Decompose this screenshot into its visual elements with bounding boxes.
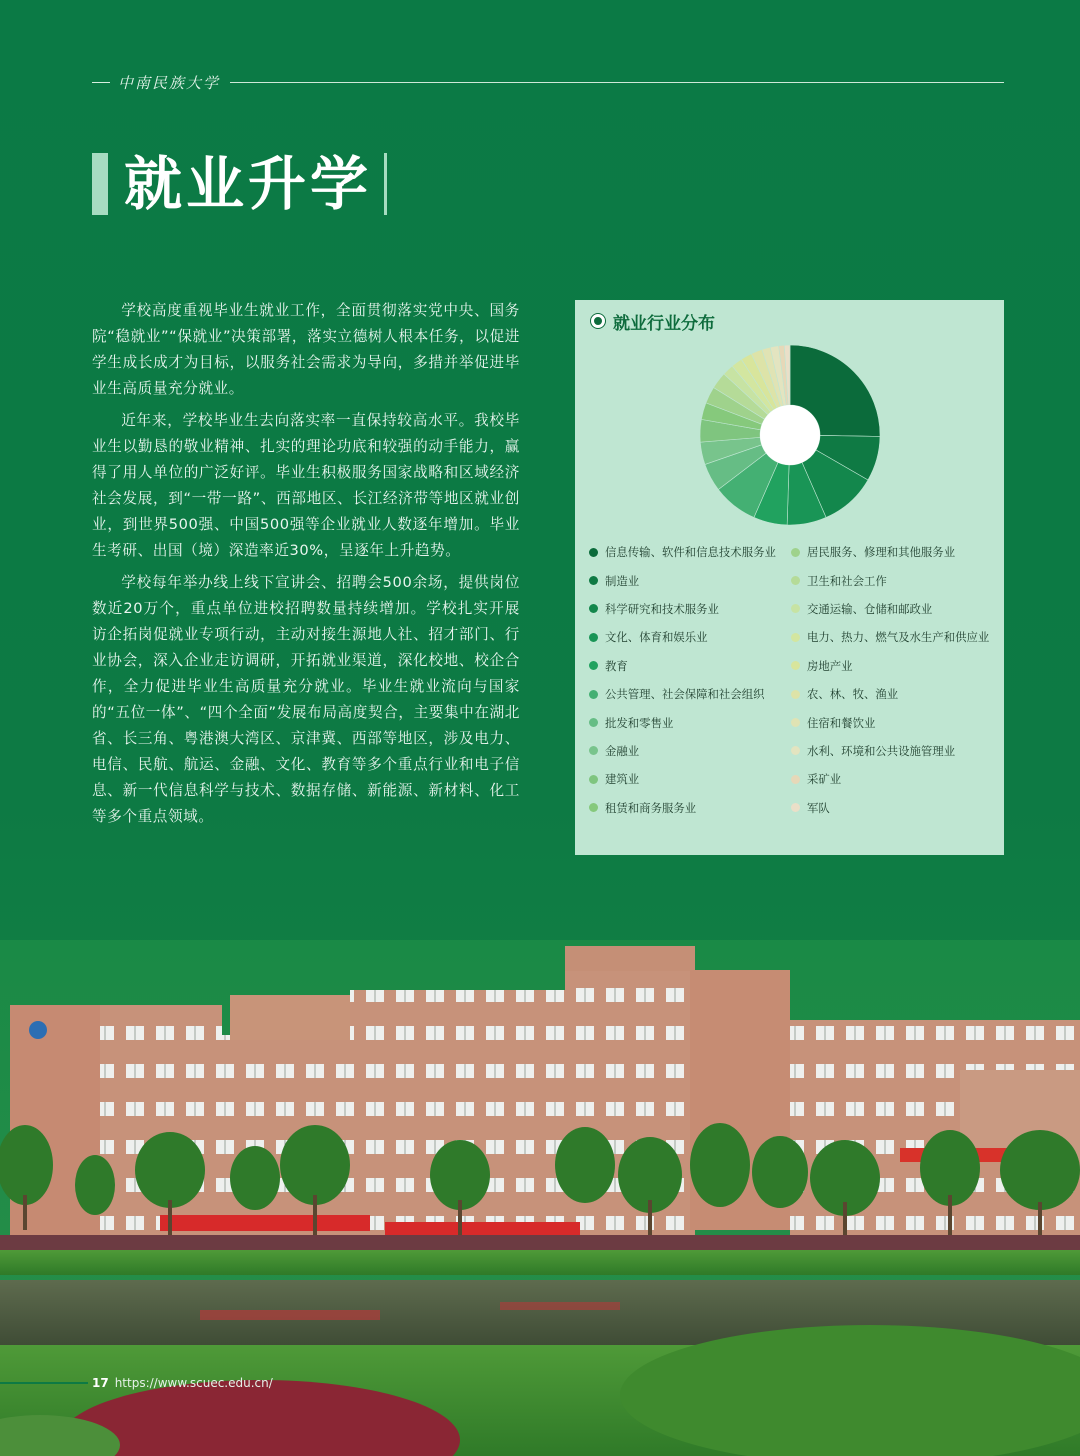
legend-label: 卫生和社会工作 bbox=[807, 573, 887, 588]
legend-item bbox=[589, 737, 776, 765]
legend-swatch-icon bbox=[791, 576, 800, 585]
legend-swatch-icon bbox=[791, 661, 800, 670]
legend-column-left bbox=[589, 538, 776, 822]
legend-label: 公共管理、社会保障和社会组织 bbox=[605, 687, 765, 702]
legend-swatch-icon bbox=[589, 803, 598, 812]
legend-label: 信息传输、软件和信息技术服务业 bbox=[605, 545, 776, 560]
legend-swatch-icon bbox=[589, 690, 598, 699]
footer-bar bbox=[0, 1382, 88, 1384]
legend-label: 房地产业 bbox=[807, 658, 853, 673]
legend-label: 水利、环境和公共设施管理业 bbox=[807, 743, 956, 758]
donut-center bbox=[760, 405, 820, 465]
legend-item bbox=[791, 794, 989, 822]
intro-text bbox=[92, 298, 520, 836]
header-rule bbox=[230, 82, 1004, 83]
legend-swatch-icon bbox=[589, 661, 598, 670]
legend-swatch-icon bbox=[589, 633, 598, 642]
legend-item bbox=[589, 680, 776, 708]
legend-item bbox=[589, 652, 776, 680]
legend-item bbox=[791, 708, 989, 736]
legend-swatch-icon bbox=[791, 746, 800, 755]
paragraph: 学校每年举办线上线下宣讲会、招聘会500余场，提供岗位数近20万个，重点单位进校招聘数量持续增加。学校扎实开展访企拓岗促就业专项行动，主动对接生源地人社、招才部门、行业协会，深入企业走访调研，开拓就业渠道，深化校地、校企合作，全力促进毕业生高质量充分就业。毕业生就业流向与国家的“五位一体”、“四个全面”发展布局高度契合，主要集中在湖北省、长三角、粤港澳大湾区、京津冀、西部等地区，涉及电力、电信、民航、航运、金融、文化、教育等多个重点行业和电子信息、新一代信息科学与技术、数据存储、新能源、新材料、化工等多个重点领域。 bbox=[92, 574, 520, 825]
legend-item bbox=[589, 765, 776, 793]
legend-column-right bbox=[791, 538, 989, 822]
university-name: 中南民族大学 bbox=[118, 73, 221, 92]
legend-item bbox=[791, 652, 989, 680]
legend-label: 教育 bbox=[605, 658, 628, 673]
page-footer bbox=[0, 1374, 420, 1392]
section-title: 就业升学 bbox=[124, 150, 373, 218]
legend-item bbox=[791, 737, 989, 765]
legend-label: 军队 bbox=[807, 800, 830, 815]
legend-item bbox=[791, 595, 989, 623]
legend-swatch-icon bbox=[791, 548, 800, 557]
legend-item bbox=[791, 538, 989, 566]
website-link[interactable]: https://www.scuec.edu.cn/ bbox=[114, 1376, 273, 1390]
header-dash bbox=[92, 82, 110, 83]
section-title-block bbox=[92, 152, 387, 216]
legend-item bbox=[791, 680, 989, 708]
legend-swatch-icon bbox=[589, 604, 598, 613]
legend-swatch-icon bbox=[791, 718, 800, 727]
legend-item bbox=[589, 566, 776, 594]
paragraph: 学校高度重视毕业生就业工作，全面贯彻落实党中央、国务院“稳就业”“保就业”决策部署，落实立德树人根本任务，以促进学生成长成才为目标，以服务社会需求为导向，多措并举促进毕业生高质量充分就业。 bbox=[92, 302, 520, 397]
legend-item bbox=[589, 623, 776, 651]
chart-title-row bbox=[591, 310, 715, 332]
legend-item bbox=[791, 765, 989, 793]
legend-label: 租赁和商务服务业 bbox=[605, 800, 697, 815]
legend-label: 科学研究和技术服务业 bbox=[605, 601, 719, 616]
title-end-bar bbox=[384, 153, 387, 215]
legend-swatch-icon bbox=[589, 775, 598, 784]
chart-title: 就业行业分布 bbox=[613, 313, 715, 334]
legend-item bbox=[589, 595, 776, 623]
legend-item bbox=[791, 566, 989, 594]
legend-label: 农、林、牧、渔业 bbox=[807, 687, 899, 702]
industry-chart-panel bbox=[575, 300, 1004, 855]
legend-label: 交通运输、仓储和邮政业 bbox=[807, 601, 933, 616]
page-header bbox=[92, 70, 1004, 94]
legend-item bbox=[589, 708, 776, 736]
bullet-icon bbox=[591, 314, 605, 328]
legend-label: 文化、体育和娱乐业 bbox=[605, 630, 708, 645]
legend-swatch-icon bbox=[791, 604, 800, 613]
legend-swatch-icon bbox=[589, 718, 598, 727]
legend-label: 居民服务、修理和其他服务业 bbox=[807, 545, 956, 560]
legend-swatch-icon bbox=[791, 775, 800, 784]
legend-swatch-icon bbox=[589, 548, 598, 557]
legend-swatch-icon bbox=[791, 633, 800, 642]
legend-label: 电力、热力、燃气及水生产和供应业 bbox=[807, 630, 990, 645]
legend-label: 采矿业 bbox=[807, 772, 842, 787]
legend-label: 批发和零售业 bbox=[605, 715, 674, 730]
page-number: 17 bbox=[92, 1376, 109, 1390]
paragraph: 近年来，学校毕业生去向落实率一直保持较高水平。我校毕业生以勤恳的敬业精神、扎实的理论功底和较强的动手能力，赢得了用人单位的广泛好评。毕业生积极服务国家战略和区域经济社会发展，到“一带一路”、西部地区、长江经济带等地区就业创业，到世界500强、中国500强等企业就业人数逐年增加。毕业生考研、出国（境）深造率近30%，呈逐年上升趋势。 bbox=[92, 412, 520, 559]
legend-item bbox=[791, 623, 989, 651]
legend-label: 建筑业 bbox=[605, 772, 640, 787]
legend-swatch-icon bbox=[589, 576, 598, 585]
legend-label: 金融业 bbox=[605, 743, 640, 758]
title-accent-bar bbox=[92, 153, 108, 215]
legend-item bbox=[589, 794, 776, 822]
legend-swatch-icon bbox=[589, 746, 598, 755]
legend-swatch-icon bbox=[791, 690, 800, 699]
legend-swatch-icon bbox=[791, 803, 800, 812]
legend-item bbox=[589, 538, 776, 566]
legend-label: 住宿和餐饮业 bbox=[807, 715, 876, 730]
donut-chart bbox=[699, 344, 881, 526]
legend-label: 制造业 bbox=[605, 573, 640, 588]
